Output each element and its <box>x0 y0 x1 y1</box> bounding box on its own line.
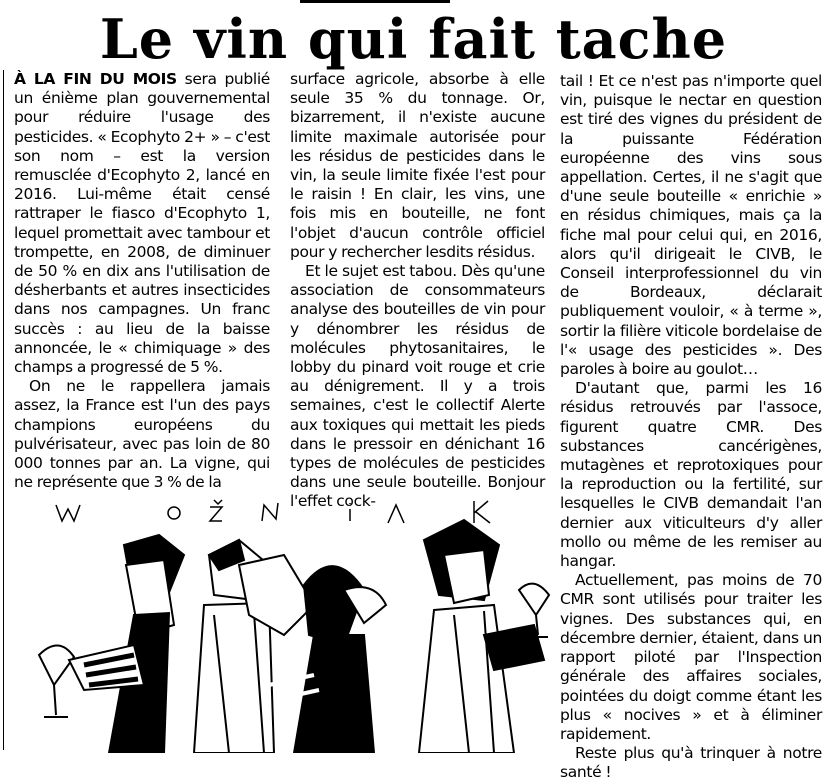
column-1 <box>14 70 270 492</box>
paragraph: D'autant que, parmi les 16 résidus retrouvés par l'assoce, figurent quatre CMR. Des substances cancérigènes, mutagènes et reprotoxiques pour la reproduction ou la fertilité, sur lesquelles le CIVB demandait l'an dernier aux viticulteurs d'y aller mollo ou même de les remiser au hangar. <box>560 379 822 571</box>
paragraph: On ne le rappellera jamais assez, la France est l'un des pays champions européens du pulvérisateur, avec pas loin de 80 000 tonnes par an. La vigne, qui ne représente que 3 % de la <box>14 377 270 492</box>
paragraph: Et le sujet est tabou. Dès qu'une association de consommateurs analyse des bouteilles de vin pour y dénombrer les résidus de molécules phytosanitaires, le lobby du pinard voit rouge et crie au dénigrement. Il y a trois semaines, c'est le collectif Alerte aux toxiques qui mettait les pieds dans le pressoir en dénichant 16 types de molécules de pesticides dans une seule bouteille. Bonjour l'effet cock- <box>290 262 545 511</box>
headline: Le vin qui fait tache <box>99 7 728 71</box>
paragraph: surface agricole, absorbe à elle seule 35 % du tonnage. Or, bizarrement, il n'existe aucune limite maximale autorisée pour les résidus de pesticides dans le vin, la seule limite fixée l'est pour le raisin ! En clair, les vins, une fois mis en bouteille, ne font l'objet d'aucun contrôle officiel pour y rechercher lesdits résidus. <box>290 70 545 261</box>
paragraph: Reste plus qu'à trinquer à notre santé ! <box>560 744 822 782</box>
cartoon-signature <box>56 500 490 523</box>
left-figure <box>39 535 184 753</box>
paragraph: tail ! Et ce n'est pas n'importe quel vin, puisque le nectar en question est tiré des vignes du président de la puissante Fédération européenne des vins sous appellation. Certes, il ne s'agit que d'une seule bouteille « enrichie » en résidus chimiques, mais ça la fiche mal pour celui qui, en 2016, alors qu'il dirigeait le CIVB, le Conseil interprofessionnel du vin de Bordeaux, déclarait publiquement vouloir, « à terme », sortir la filière viticole bordelaise de l'« usage des pesticides ». Des paroles à boire au goulot… <box>560 72 822 379</box>
right-figure <box>419 520 549 753</box>
cartoon-illustration <box>14 485 552 753</box>
paragraph <box>14 70 270 377</box>
paragraph: Actuellement, pas moins de 70 CMR sont utilisés pour traiter les vignes. Des substances qui, en décembre dernier, étaient, dans un rapport piloté par l'Inspection générale des affaires sociales, pointées du doigt comme étant les plus « nocives » et à éliminer rapidement. <box>560 571 822 743</box>
lead-in: À LA FIN DU MOIS <box>14 70 177 88</box>
column-2 <box>290 70 545 512</box>
column-3 <box>560 72 822 783</box>
paragraph-text: sera publié un énième plan gouvernemental pour réduire l'usage des pesticides. « Ecophyto 2+ » – c'est son nom – est la version remusclée d'Ecophyto 2, lancé en 2016. Lui-même était censé rattraper le fiasco d'Ecophyto 1, lequel promettait avec tambour et trompette, en 2008, de diminuer de 50 % en dix ans l'utilisation de désherbants et autres insecticides dans nos campagnes. Un franc succès : au lieu de la baisse annoncée, le « chimiquage » des champs a progressé de 5 %. <box>14 70 270 377</box>
middle-figures <box>194 540 386 753</box>
left-column-rule <box>3 70 4 750</box>
